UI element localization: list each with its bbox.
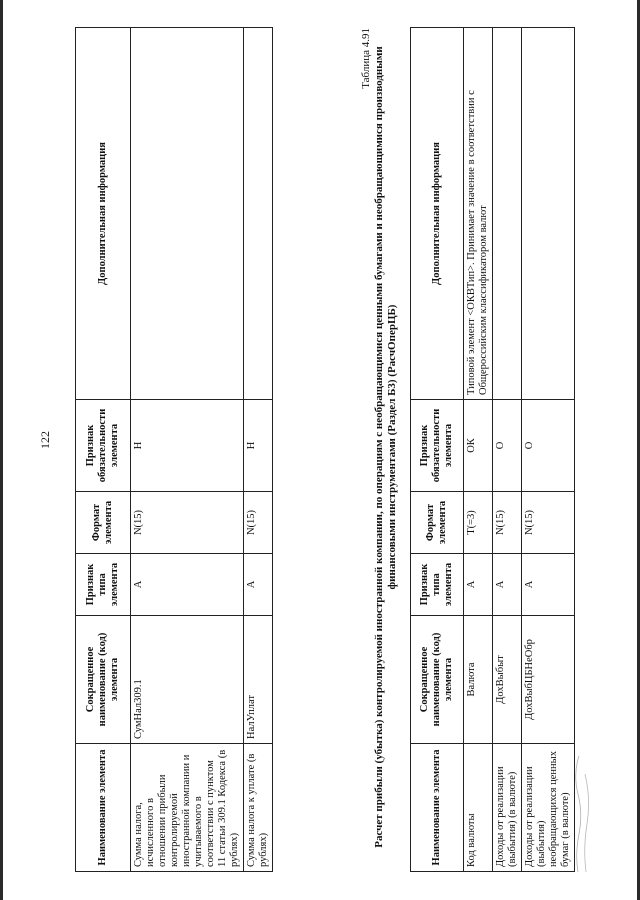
cell-code: Валюта [464,616,493,744]
col-header-format: Формат элемента [76,492,131,554]
table-section-b3 [410,27,575,872]
cell-format: N(15) [244,492,273,554]
col-header-name: Наименование элемента [411,744,464,872]
cell-required: О [493,400,522,492]
cell-info [244,28,273,400]
col-header-code: Сокращенное наименование (код) элемента [76,616,131,744]
registration-stamp-image [573,734,594,874]
col-header-info: Дополнительная информация [76,28,131,400]
col-header-name: Наименование элемента [76,744,131,872]
cell-required: О [522,400,575,492]
cell-type: А [131,554,244,616]
cell-name: Доходы от реализации (выбытия) необращающихся ценных бумаг (в валюте) [522,744,575,872]
col-header-format: Формат элемента [411,492,464,554]
faint-stamp-marks [573,754,591,874]
col-header-code: Сокращенное наименование (код) элемента [411,616,464,744]
cell-type: А [493,554,522,616]
table-row [522,28,575,872]
cell-required: ОК [464,400,493,492]
cell-type: А [522,554,575,616]
cell-name: Сумма налога, исчисленного в отношении прибыли контролируемой иностранной компании и учитываемого в соответствии с пунктом 11 статьи 309.1 Кодекса (в рублях) [131,744,244,872]
cell-type: А [464,554,493,616]
table-header-row [411,28,464,872]
cell-required: Н [244,400,273,492]
col-header-info: Дополнительная информация [411,28,464,400]
cell-code: НалУплат [244,616,273,744]
table-header-row [76,28,131,872]
cell-format: N(15) [493,492,522,554]
cell-code: ДохВыбыт [493,616,522,744]
table-row [244,28,273,872]
cell-required: Н [131,400,244,492]
cell-info [493,28,522,400]
cell-format: N(15) [522,492,575,554]
cell-info [131,28,244,400]
cell-info: Типовой элемент <ОКВТип>. Принимает значение в соответствии с Общероссийским классификатором валют [464,28,493,400]
table-continued [75,27,273,872]
table-row [131,28,244,872]
cell-code: СумНал309.1 [131,616,244,744]
col-header-type: Признак типа элемента [76,554,131,616]
cell-format: N(15) [131,492,244,554]
cell-name: Сумма налога к уплате (в рублях) [244,744,273,872]
col-header-type: Признак типа элемента [411,554,464,616]
table-number: Таблица 4.91 [360,28,372,89]
col-header-required: Признак обязательности элемента [411,400,464,492]
cell-info [522,28,575,400]
table-row [493,28,522,872]
cell-type: А [244,554,273,616]
cell-name: Доходы от реализации (выбытия) (в валюте) [493,744,522,872]
col-header-required: Признак обязательности элемента [76,400,131,492]
cell-format: T(=3) [464,492,493,554]
table-title: Расчет прибыли (убытка) контролируемой иностранной компании, по операциям с необращающимися ценными бумагами и необращающимися производными финансовыми инструментами (Раздел Б3) (РасчОперЦБ) [373,46,398,848]
page-number: 122 [38,431,52,449]
cell-name: Код валюты [464,744,493,872]
table-row [464,28,493,872]
cell-code: ДохВыбЦБНеОбр [522,616,575,744]
